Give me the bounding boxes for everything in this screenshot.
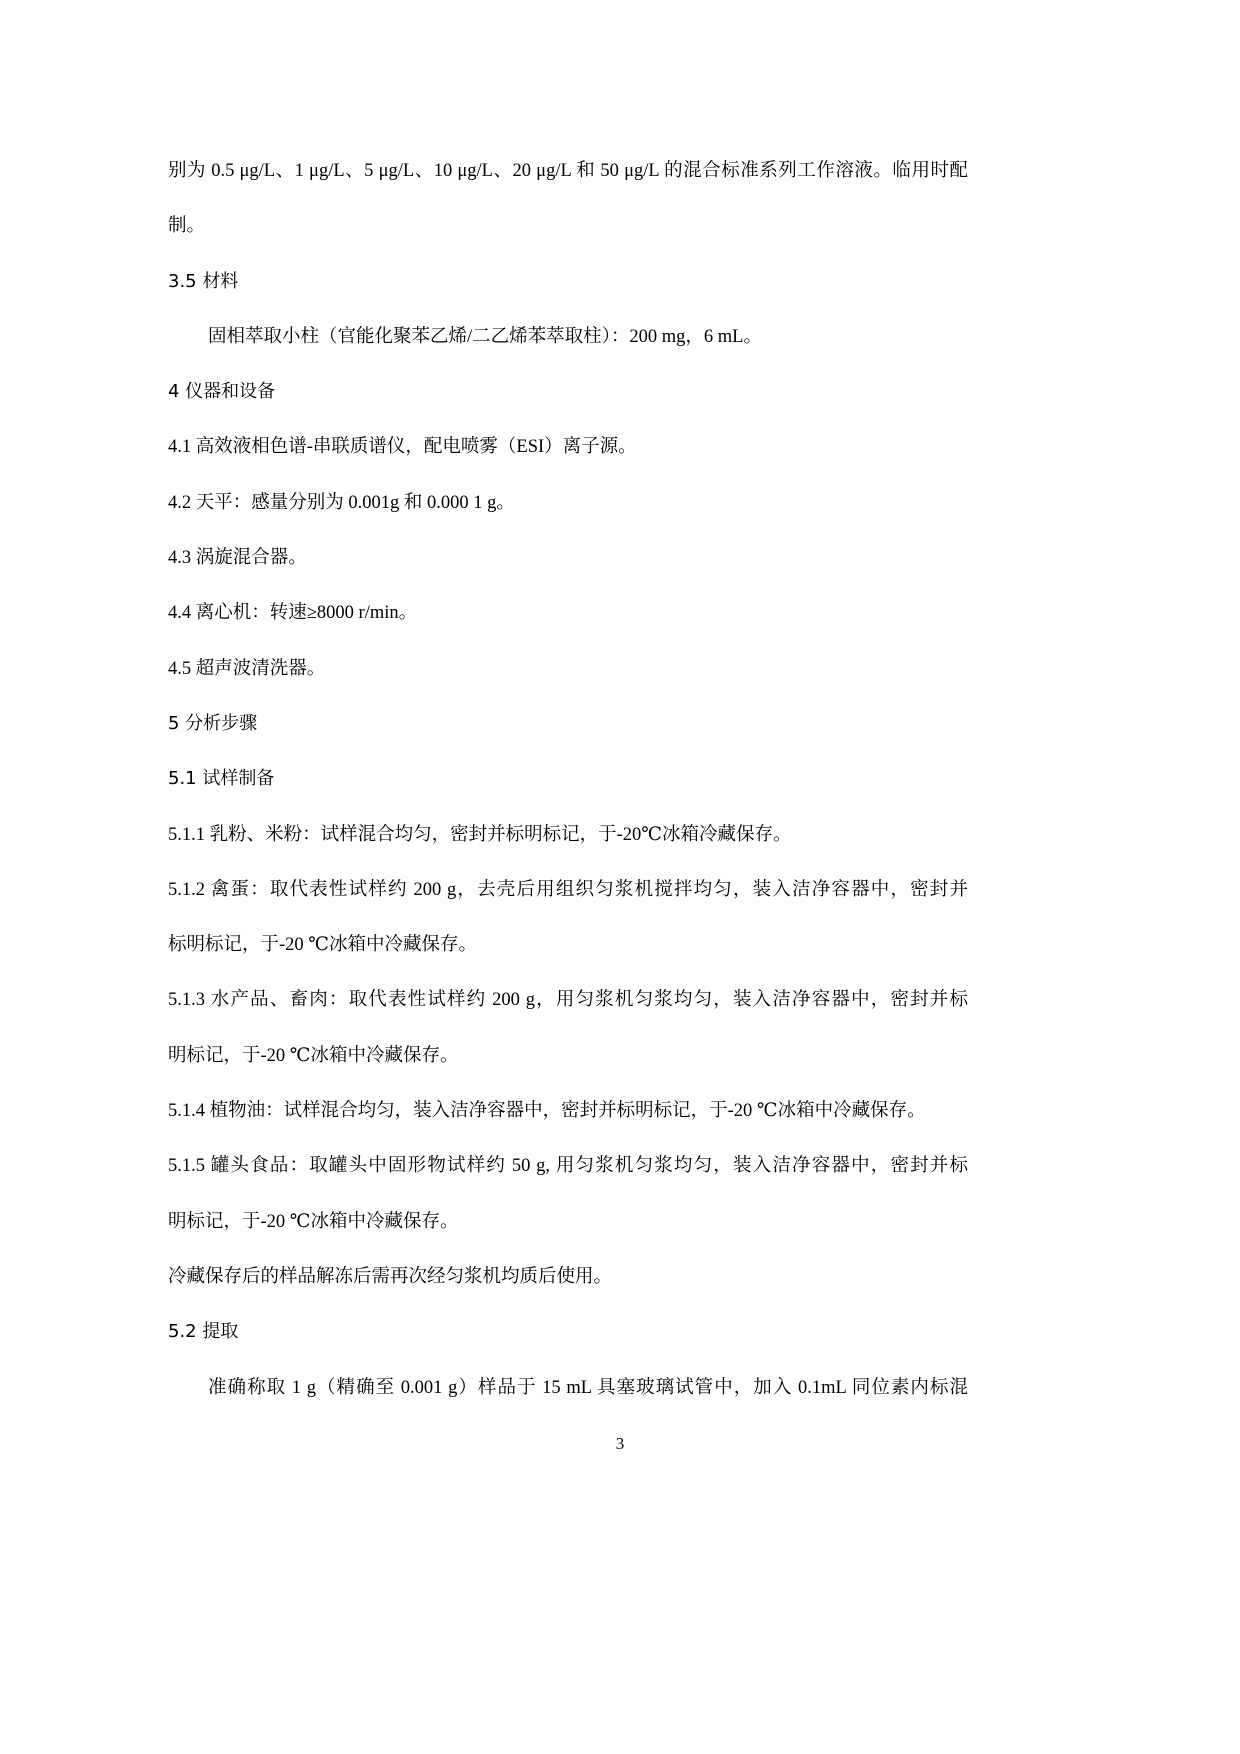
page-number: 3 bbox=[615, 1434, 625, 1453]
list-item: 4.1 高效液相色谱-串联质谱仪，配电喷雾（ESI）离子源。 bbox=[168, 437, 637, 458]
paragraph-line: 准确称取 1 g（精确至 0.001 g）样品于 15 mL 具塞玻璃试管中，加入 0.1mL 同位素内标混 bbox=[208, 1377, 968, 1398]
paragraph-line: 明标记，于-20 ℃冰箱中冷藏保存。 bbox=[168, 1211, 459, 1232]
document-body bbox=[168, 155, 968, 1427]
paragraph-line: 标明标记，于-20 ℃冰箱中冷藏保存。 bbox=[168, 935, 477, 956]
paragraph: 冷藏保存后的样品解冻后需再次经匀浆机均质后使用。 bbox=[168, 1266, 613, 1287]
paragraph-line: 明标记，于-20 ℃冰箱中冷藏保存。 bbox=[168, 1045, 459, 1066]
paragraph-line: 5.1.5 罐头食品：取罐头中固形物试样约 50 g, 用匀浆机匀浆均匀，装入洁净容器中，密封并标 bbox=[168, 1156, 968, 1177]
list-item: 4.5 超声波清洗器。 bbox=[168, 658, 326, 679]
paragraph-line: 别为 0.5 μg/L、1 μg/L、5 μg/L、10 μg/L、20 μg/L 和 50 μg/L 的混合标准系列工作溶液。临用时配 bbox=[168, 161, 968, 181]
list-item: 4.3 涡旋混合器。 bbox=[168, 548, 307, 569]
paragraph-line: 制。 bbox=[168, 216, 206, 237]
section-heading-3-5: 3.5 材料 bbox=[168, 270, 239, 292]
section-heading-5-1: 5.1 试样制备 bbox=[168, 768, 275, 790]
paragraph: 5.1.4 植物油：试样混合均匀，装入洁净容器中，密封并标明标记，于-20 ℃冰箱中冷藏保存。 bbox=[168, 1101, 926, 1122]
section-heading-5: 5 分析步骤 bbox=[168, 712, 258, 734]
paragraph: 固相萃取小柱（官能化聚苯乙烯/二乙烯苯萃取柱）：200 mg，6 mL。 bbox=[208, 326, 762, 347]
paragraph-line: 5.1.2 禽蛋：取代表性试样约 200 g，去壳后用组织匀浆机搅拌均匀，装入洁净容器中，密封并 bbox=[168, 879, 968, 900]
list-item: 4.2 天平：感量分别为 0.001g 和 0.000 1 g。 bbox=[168, 492, 515, 513]
paragraph: 5.1.1 乳粉、米粉：试样混合均匀，密封并标明标记，于-20℃冰箱冷藏保存。 bbox=[168, 824, 792, 845]
paragraph-line: 5.1.3 水产品、畜肉：取代表性试样约 200 g，用匀浆机匀浆均匀，装入洁净容器中，密封并标 bbox=[168, 990, 968, 1011]
list-item: 4.4 离心机：转速≥8000 r/min。 bbox=[168, 603, 418, 624]
section-heading-4: 4 仪器和设备 bbox=[168, 381, 276, 403]
section-heading-5-2: 5.2 提取 bbox=[168, 1321, 239, 1343]
